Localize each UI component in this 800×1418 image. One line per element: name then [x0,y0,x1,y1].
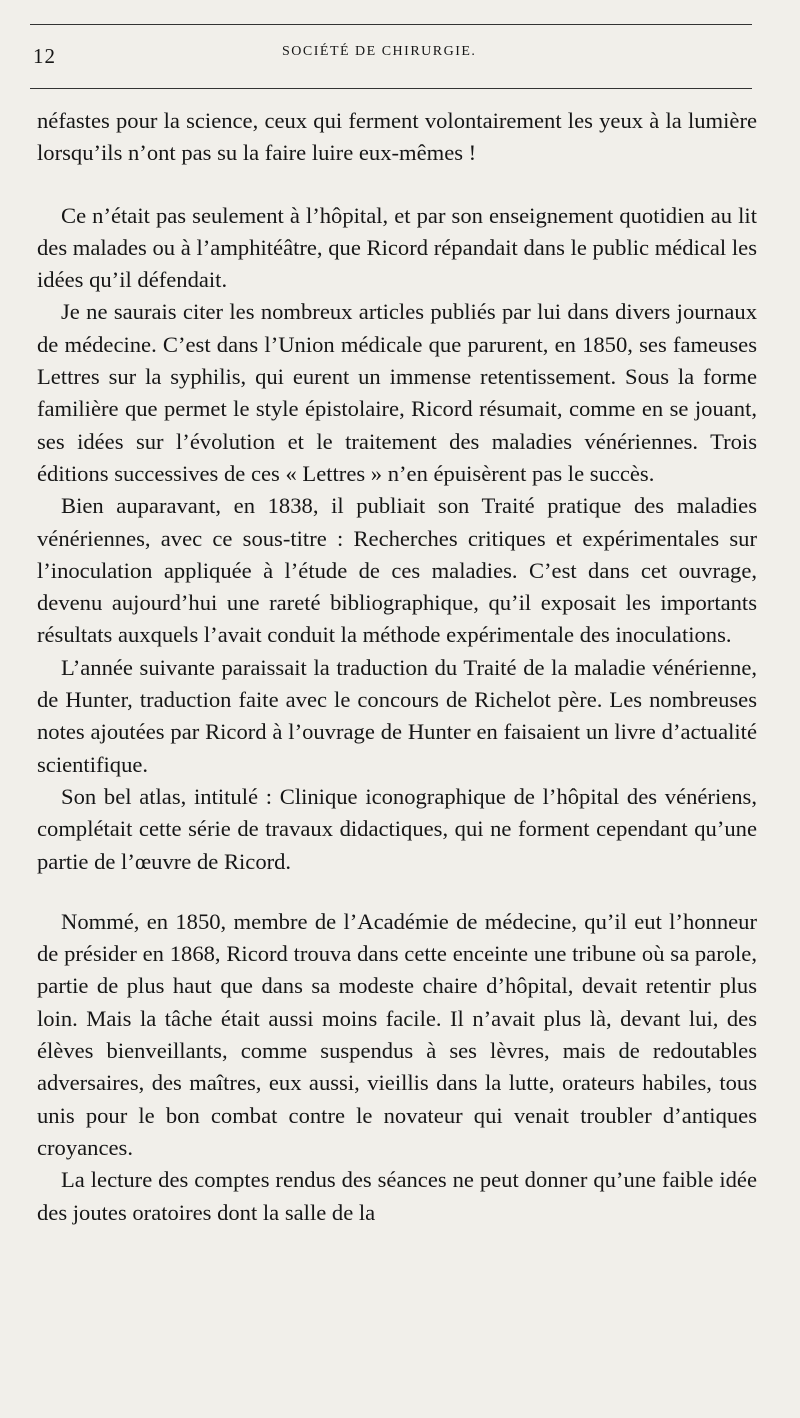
paragraph-3: Je ne saurais citer les nombreux articles publiés par lui dans divers journaux de médecine. C’est dans l’Union médicale que parurent, en 1850, ses fameuses Lettres sur la syphilis, qui eurent un immense retentissement. Sous la forme familière que permet le style épistolaire, Ricord résumait, comme en se jouant, ses idées sur l’évolution et le traitement des maladies vénériennes. Trois éditions successives de ces « Lettres » n’en épuisèrent pas le succès. [37,299,757,486]
paragraph-7: Nommé, en 1850, membre de l’Académie de médecine, qu’il eut l’honneur de présider en 1868, Ricord trouva dans cette enceinte une tribune où sa parole, partie de plus haut que dans sa modeste chaire d’hôpital, devait retentir plus loin. Mais la tâche était aussi moins facile. Il n’avait plus là, devant lui, des élèves bienveillants, comme suspendus à ses lèvres, mais de redoutables adversaires, des maîtres, eux aussi, vieillis dans la lutte, orateurs habiles, tous unis pour le bon combat contre le novateur qui venait troubler d’antiques croyances. [37,908,757,1160]
top-rule [30,24,752,25]
paragraph-spacer [37,170,757,200]
section-spacer [37,878,757,906]
paragraph-2: Ce n’était pas seulement à l’hôpital, et par son enseignement quotidien au lit des malades ou à l’amphitéâtre, que Ricord répandait dans le public médical les idées qu’il défendait. [37,202,757,293]
body-text [37,105,757,1229]
page-number: 12 [33,44,56,68]
running-head: SOCIÉTÉ DE CHIRURGIE. [282,44,477,59]
paragraph-1: néfastes pour la science, ceux qui ferment volontairement les yeux à la lumière lorsqu’ils n’ont pas su la faire luire eux-mêmes ! [37,108,757,166]
paragraph-5: L’année suivante paraissait la traduction du Traité de la maladie vénérienne, de Hunter, traduction faite avec le concours de Richelot père. Les nombreuses notes ajoutées par Ricord à l’ouvrage de Hunter en faisaient un livre d’actualité scientifique. [37,654,757,777]
paragraph-4: Bien auparavant, en 1838, il publiait son Traité pratique des maladies vénériennes, avec ce sous-titre : Recherches critiques et expérimentales sur l’inoculation appliquée à l’étude de ces maladies. C’est dans cet ouvrage, devenu aujourd’hui une rareté bibliographique, qu’il exposait les importants résultats auxquels l’avait conduit la méthode expérimentale des inoculations. [37,493,757,648]
paragraph-8: La lecture des comptes rendus des séances ne peut donner qu’une faible idée des joutes oratoires dont la salle de la [37,1167,757,1225]
header-rule [30,88,752,89]
paragraph-6: Son bel atlas, intitulé : Clinique iconographique de l’hôpital des vénériens, complétait cette série de travaux didactiques, qui ne forment cependant qu’une partie de l’œuvre de Ricord. [37,783,757,874]
